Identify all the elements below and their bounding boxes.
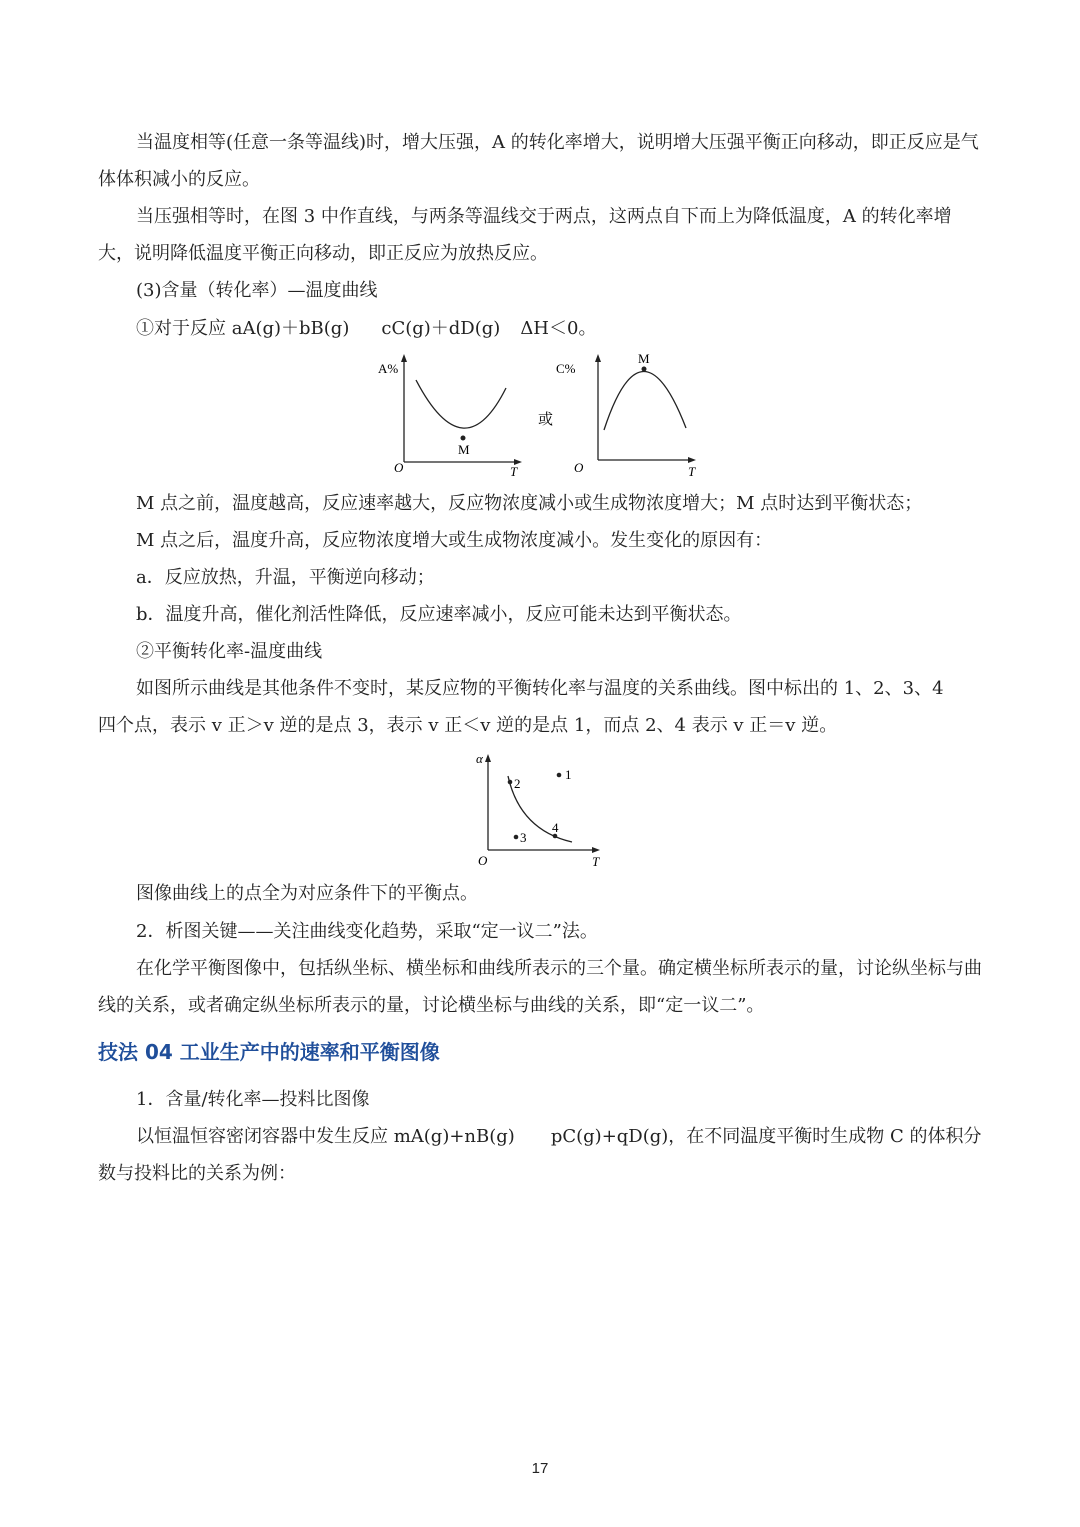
fig3-ylabel: α (476, 751, 483, 766)
fig1-xlabel: T (510, 464, 518, 479)
fig2-point-m: M (638, 351, 650, 366)
fig2-origin: O (574, 460, 584, 475)
fig3-point-1: 1 (565, 767, 572, 782)
paragraph-before-m: M 点之前，温度越高，反应速率越大，反应物浓度减小或生成物浓度增大；M 点时达到平衡状态； (136, 493, 923, 514)
reason-a: a．反应放热，升温，平衡逆向移动； (136, 567, 435, 588)
paragraph-isotherm: 当温度相等(任意一条等温线)时，增大压强，A 的转化率增大，说明增大压强平衡正向移动，即正反应是气体体积减小的反应。 (98, 132, 979, 190)
fig1-ylabel: A% (378, 361, 399, 376)
fig2-ylabel: C% (556, 361, 576, 376)
fig2-xlabel: T (688, 464, 696, 479)
paragraph-isobar: 当压强相等时，在图 3 中作直线，与两条等温线交于两点，这两点自下而上为降低温度，A 的转化率增大，说明降低温度平衡正向移动，即正反应为放热反应。 (98, 206, 952, 264)
reaction-prefix: ①对于反应 (136, 318, 232, 339)
reason-b: b．温度升高，催化剂活性降低，反应速率减小，反应可能未达到平衡状态。 (136, 604, 742, 625)
conversion-temperature-figure (470, 748, 610, 870)
paragraph-equilibrium-points: 图像曲线上的点全为对应条件下的平衡点。 (136, 883, 478, 904)
page-number: 17 (531, 1460, 549, 1477)
section-heading: 技法 04 工业生产中的速率和平衡图像 (98, 1040, 440, 1064)
figure-or-label: 或 (538, 412, 554, 428)
figure-a-percent (378, 354, 522, 479)
paragraph-example-line2: 数与投料比的关系为例： (98, 1163, 296, 1184)
fig3-point-3: 3 (520, 830, 527, 845)
paragraph-after-m: M 点之后，温度升高，反应物浓度增大或生成物浓度减小。发生变化的原因有： (136, 530, 773, 551)
fig1-point-m: M (458, 442, 470, 457)
reaction-left: aA(g)＋bB(g) (231, 318, 350, 339)
content-temperature-figures (370, 348, 710, 480)
paragraph-analysis-key: 2．析图关键——关注曲线变化趋势，采取“定一议二”法。 (136, 921, 598, 942)
paragraph-example-line1 (136, 1118, 984, 1155)
fig3-xlabel: T (592, 854, 600, 869)
paragraph-curve-line2: 四个点，表示 v 正＞v 逆的是点 3，表示 v 正＜v 逆的是点 1，而点 2、4 表示 v 正＝v 逆。 (98, 715, 838, 736)
fig3-point-4: 4 (552, 820, 559, 835)
paragraph-curve-line1: 如图所示曲线是其他条件不变时，某反应物的平衡转化率与温度的关系曲线。图中标出的 1、2、3、4 (136, 678, 944, 699)
example-part-a: 以恒温恒容密闭容器中发生反应 mA(g)+nB(g) (136, 1126, 515, 1147)
fig3-point-2: 2 (514, 776, 521, 791)
fig1-origin: O (394, 460, 404, 475)
subheading-content-temperature: (3)含量（转化率）—温度曲线 (136, 280, 378, 301)
subheading-feed-ratio: 1．含量/转化率—投料比图像 (136, 1089, 370, 1110)
reaction-right: cC(g)＋dD(g) (381, 318, 501, 339)
reaction-equation (136, 310, 984, 347)
subheading-equilibrium-conversion: ②平衡转化率-温度曲线 (136, 641, 323, 662)
example-part-b: pC(g)+qD(g)，在不同温度平衡时生成物 C 的体积分 (550, 1126, 982, 1147)
reaction-delta: ΔH＜0。 (520, 318, 597, 339)
fig3-origin: O (478, 853, 488, 868)
paragraph-fix-one-discuss-two: 在化学平衡图像中，包括纵坐标、横坐标和曲线所表示的三个量。确定横坐标所表示的量，讨论纵坐标与曲线的关系，或者确定纵坐标所表示的量，讨论横坐标与曲线的关系，即“定一议二”。 (98, 958, 982, 1016)
figure-c-percent (556, 351, 696, 479)
